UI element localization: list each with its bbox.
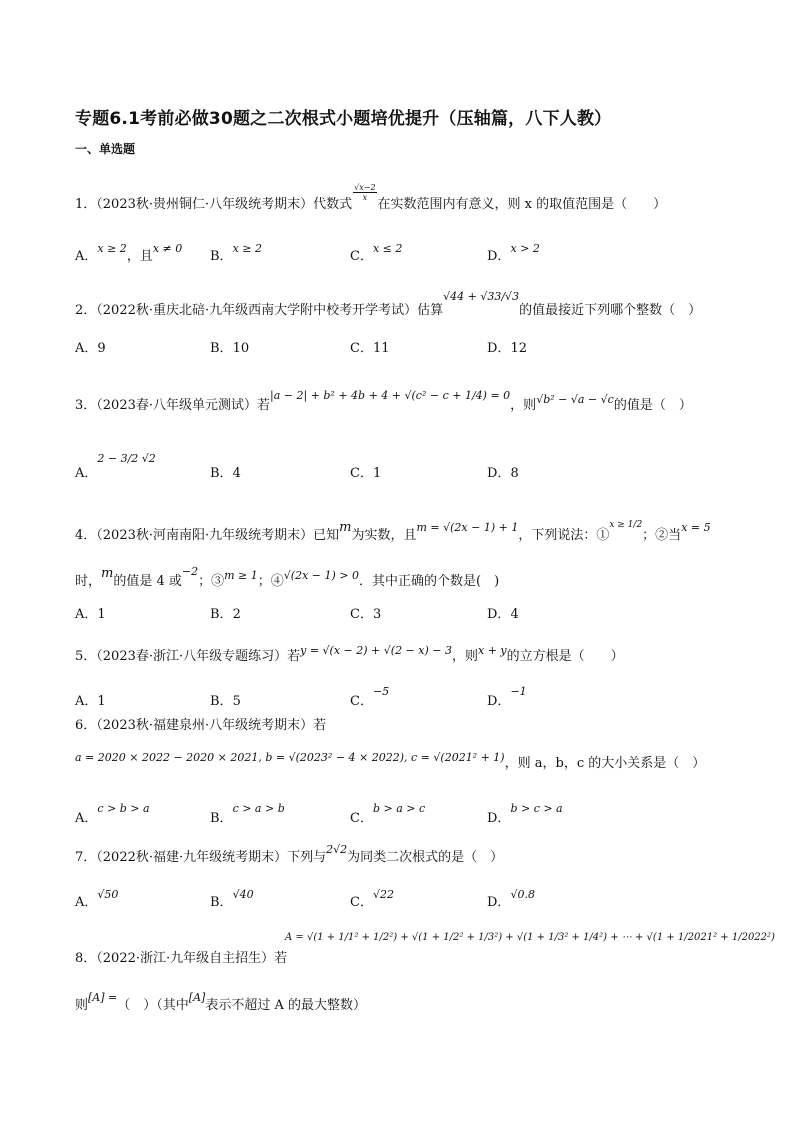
q6-option-d[interactable]: D．b > c > a — [487, 802, 563, 826]
q5-option-a[interactable]: A．1 — [75, 694, 106, 709]
question-8: 8．（2022·浙江·九年级自主招生）若 — [75, 951, 288, 966]
question-6: 6．（2023秋·福建泉州·八年级统考期末）若 — [75, 718, 327, 733]
q3-option-a[interactable]: A．2 − 3/2 √2 — [75, 452, 156, 481]
question-5: 5．（2023春·浙江·八年级专题练习）若$^{y = √(x - 2) + √(2 - x) - 3}$，则$^{x + y}$的立方根是（ ） — [75, 644, 624, 664]
question-6-line-2: $^{a = 2020 \times 2022 - 2020 \times 2021, b = √(2023^2 - 4 \times 2022), c = √(2021^2 + 1)}$，则 a，b，c 的大小关系是（ ） — [75, 751, 706, 771]
q2-option-d[interactable]: D．12 — [487, 341, 527, 356]
q5-option-b[interactable]: B．5 — [210, 694, 241, 709]
question-8-line-2: 则$^{[A] =}$（ ）（其中[A]表示不超过 A 的最大整数） — [75, 991, 366, 1013]
q1-option-a[interactable]: A．x ≥ 2，且x ≠ 0 — [75, 242, 183, 264]
q3-expression: |a − 2| + b² + 4b + 4 + √(c² − c + 1/4) = 0 — [270, 389, 511, 402]
q7-option-d[interactable]: D．√0.8 — [487, 888, 535, 910]
q5-option-d[interactable]: D．−1 — [487, 685, 527, 709]
q3-option-b[interactable]: B．4 — [210, 466, 241, 481]
q4-option-c[interactable]: C．3 — [350, 607, 382, 622]
question-4-line-2: 时，m的值是 4 或$^{-2}$；③$^{m \ge 1}$；④$^{√(2x - 1) > 0}$．其中正确的个数是( ) — [75, 565, 500, 589]
q6-option-c[interactable]: C．b > a > c — [350, 802, 426, 826]
q7-expression: 2√2 — [326, 843, 348, 856]
question-1 — [75, 183, 667, 214]
q1-suffix: 在实数范围内有意义，则 x 的取值范围是（ ） — [377, 197, 667, 212]
question-7: 7．（2022秋·福建·九年级统考期末）下列与$^{2√2}$为同类二次根式的是（ ） — [75, 843, 504, 865]
q1-option-c[interactable]: C．x ≤ 2 — [350, 242, 403, 264]
q3-option-c[interactable]: C．1 — [350, 466, 382, 481]
q7-option-b[interactable]: B．√40 — [210, 888, 254, 910]
question-2 — [75, 290, 702, 320]
q7-option-c[interactable]: C．√22 — [350, 888, 394, 910]
q1-expression: $\frac{√x-2}{x}$ — [354, 183, 376, 202]
page-title: 专题6.1考前必做30题之二次根式小题培优提升（压轴篇，八下人教） — [75, 109, 612, 129]
q1-option-d[interactable]: D．x > 2 — [487, 242, 540, 264]
q2-expression: √44 + √33/√3 — [443, 290, 520, 303]
q1-option-b[interactable]: B．x ≥ 2 — [210, 242, 262, 264]
q5-option-c[interactable]: C．−5 — [350, 685, 390, 709]
q4-expression: m = √(2x − 1) + 1 — [416, 521, 519, 534]
q4-option-d[interactable]: D．4 — [487, 607, 519, 622]
q2-option-a[interactable]: A．9 — [75, 341, 106, 356]
q4-option-a[interactable]: A．1 — [75, 607, 106, 622]
q3-option-d[interactable]: D．8 — [487, 466, 519, 481]
q6-option-a[interactable]: A．c > b > a — [75, 802, 150, 826]
q1-prefix: 1．（2023秋·贵州铜仁·八年级统考期末）代数式 — [75, 197, 353, 212]
q2-suffix: 的值最接近下列哪个整数（ ） — [519, 303, 702, 318]
q6-expression: a = 2020 × 2022 − 2020 × 2021, b = √(2023² − 4 × 2022), c = √(2021² + 1) — [75, 751, 505, 764]
q2-option-b[interactable]: B．10 — [210, 341, 250, 356]
q6-option-b[interactable]: B．c > a > b — [210, 802, 285, 826]
q7-option-a[interactable]: A．√50 — [75, 888, 119, 910]
q2-prefix: 2．（2022秋·重庆北碚·九年级西南大学附中校考开学考试）估算 — [75, 303, 444, 318]
question-3: 3．（2023春·八年级单元测试）若$^{|a - 2| + b^2 + 4b + 4 + √(c^2 - c + 1/4) = 0}$，则$^{√b^2 - √a - √c}$的值是（ ） — [75, 389, 692, 413]
question-4: 4．（2023秋·河南南阳·九年级统考期末）已知m为实数，且$^{m = √(2x - 1) + 1}$，下列说法：①$^{x \ge 1/2}$；②当$^{x = 5}$ — [75, 520, 711, 543]
section-heading: 一、单选题 — [75, 142, 136, 156]
q4-option-b[interactable]: B．2 — [210, 607, 241, 622]
q2-option-c[interactable]: C．11 — [350, 341, 390, 356]
q3-expression-2: √b² − √a − √c — [536, 393, 614, 406]
q8-expression: A = √(1 + 1/1² + 1/2²) + √(1 + 1/2² + 1/3²) + √(1 + 1/3² + 1/4²) + ⋯ + √(1 + 1/2021² + 1/2022²) — [285, 932, 775, 943]
q5-expression: y = √(x − 2) + √(2 − x) − 3 — [300, 644, 452, 657]
